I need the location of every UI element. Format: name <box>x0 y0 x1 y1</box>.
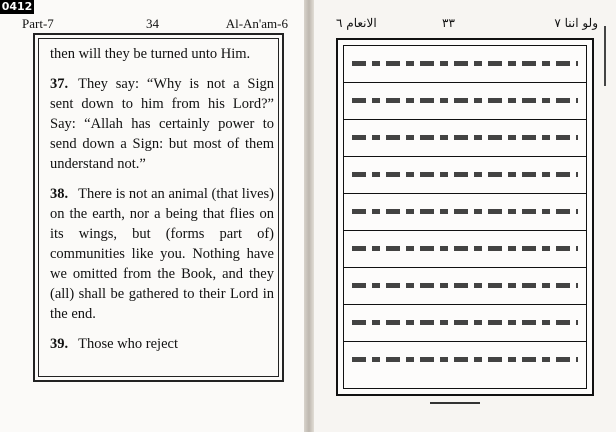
part-name-arabic: ولو اننا ٧ <box>554 16 598 30</box>
surah-name-arabic: الانعام ٦ <box>336 16 377 30</box>
verse-text: then will they be turned unto Him. <box>50 46 251 62</box>
footer-mark <box>430 398 490 408</box>
verse-text: They say: “Why is not a Sign sent down to him from his Lord?” Say: “Allah has certainly power to send down a Sign: but most of them understand not.” <box>50 76 274 172</box>
verse-39 <box>50 334 274 354</box>
verse-number: 37. <box>50 76 69 92</box>
verse-text: There is not an animal (that lives) on the earth, nor a being that flies on its wings, but (forms part of) communities like you. Nothing have we omitted from the Book, and they (all) shall be gathered to their Lord in the end. <box>50 186 274 322</box>
verse-continuation <box>50 44 274 64</box>
arabic-calligraphy <box>352 275 578 295</box>
verse-number: 38. <box>50 186 69 202</box>
verse-number: 39. <box>50 336 69 352</box>
arabic-line <box>344 194 586 231</box>
arabic-calligraphy <box>352 90 578 110</box>
surah-label: Al-An'am-6 <box>225 16 288 31</box>
arabic-line <box>344 305 586 342</box>
arabic-calligraphy <box>352 238 578 258</box>
arabic-inner-frame <box>343 45 587 389</box>
margin-note <box>596 26 614 106</box>
part-label: Part-7 <box>22 16 54 31</box>
arabic-text-frame <box>336 38 594 396</box>
scan-label: 0412 <box>1 0 33 13</box>
verse-37 <box>50 74 274 174</box>
page-number-arabic: ٣٣ <box>442 16 455 30</box>
arabic-calligraphy <box>352 127 578 147</box>
verse-text: Those who reject <box>78 336 178 352</box>
arabic-line <box>344 120 586 157</box>
arabic-calligraphy <box>352 201 578 221</box>
arabic-calligraphy <box>352 349 578 369</box>
book-gutter <box>304 0 314 432</box>
verse-38 <box>50 184 274 324</box>
arabic-calligraphy <box>352 312 578 332</box>
arabic-line <box>344 268 586 305</box>
arabic-calligraphy <box>352 53 578 73</box>
arabic-line <box>344 342 586 379</box>
right-page-header <box>324 16 604 34</box>
arabic-line <box>344 231 586 268</box>
page-number: 34 <box>146 16 159 31</box>
arabic-calligraphy <box>352 164 578 184</box>
arabic-line <box>344 46 586 83</box>
translation-text <box>50 44 274 364</box>
arabic-line <box>344 157 586 194</box>
arabic-line <box>344 83 586 120</box>
